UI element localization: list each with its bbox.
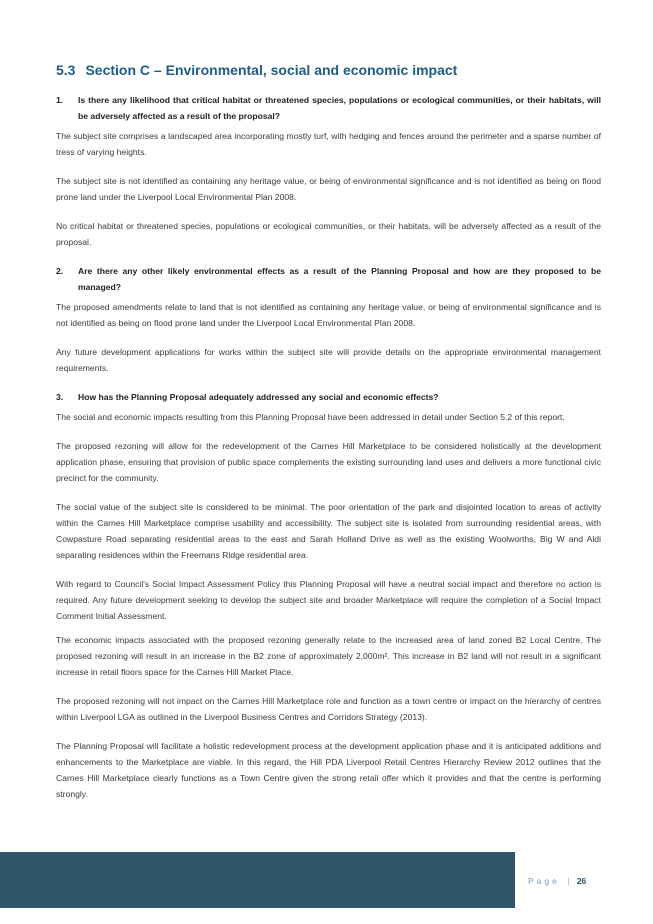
page-separator: |	[567, 876, 570, 886]
question-3	[56, 389, 601, 405]
paragraph: Any future development applications for works within the subject site will provide details on the appropriate environmental management requirements.	[56, 347, 601, 373]
document-body	[56, 62, 601, 815]
page-label: Page	[528, 876, 560, 886]
question-number: 2.	[56, 266, 64, 276]
section-title: Section C – Environmental, social and economic impact	[85, 62, 458, 78]
question-number: 3.	[56, 392, 64, 402]
page-number: 26	[576, 876, 587, 886]
section-heading	[56, 62, 601, 78]
paragraph: No critical habitat or threatened species, populations or ecological communities, or their habitats, will be adversely affected as a result of the proposal.	[56, 221, 601, 247]
paragraph: The subject site comprises a landscaped area incorporating mostly turf, with hedging and fences around the perimeter and a sparse number of tress of varying heights.	[56, 131, 601, 157]
question-2	[56, 263, 601, 295]
paragraph: The proposed rezoning will allow for the redevelopment of the Carnes Hill Marketplace to be considered holistically at the development application phase, ensuring that provision of public space complements the existing surrounding land uses and delivers a more functional civic precinct for the community.	[56, 441, 601, 483]
question-number: 1.	[56, 95, 64, 105]
paragraph: The social and economic impacts resulting from this Planning Proposal have been addressed in detail under Section 5.2 of this report.	[56, 412, 565, 422]
paragraph: The subject site is not identified as containing any heritage value, or being of environmental significance and is not identified as being on flood prone land under the Liverpool Local Environmental Plan 2008.	[56, 176, 601, 202]
section-number: 5.3	[56, 62, 76, 78]
page-number-label	[528, 876, 586, 886]
paragraph: The proposed rezoning will not impact on the Carnes Hill Marketplace role and function as a town centre or impact on the hierarchy of centres within Liverpool LGA as outlined in the Liverpool Business Centres and Corridors Strategy (2013).	[56, 696, 601, 722]
paragraph: The Planning Proposal will facilitate a holistic redevelopment process at the development application phase and it is anticipated additions and enhancements to the Marketplace are viable. In this regard, the Hill PDA Liverpool Retail Centres Hierarchy Review 2012 outlines that the Carnes Hill Marketplace clearly functions as a Town Centre given the strong retail offer which it provides and that the centre is performing strongly.	[56, 741, 601, 799]
paragraph: With regard to Council's Social Impact Assessment Policy this Planning Proposal will have a neutral social impact and therefore no action is required. Any future development seeking to develop the subject site and broader Marketplace will require the completion of a Social Impact Comment Initial Assessment.	[56, 579, 601, 621]
question-text: How has the Planning Proposal adequately addressed any social and economic effects?	[78, 392, 439, 402]
paragraph: The economic impacts associated with the proposed rezoning generally relate to the increased area of land zoned B2 Local Centre. The proposed rezoning will result in an increase in the B2 zone of approximately 2,000m². This increase in B2 land will not result in a significant increase in retail floors space for the Carnes Hill Market Place.	[56, 635, 601, 677]
question-text: Are there any other likely environmental effects as a result of the Planning Proposal and how are they proposed to be managed?	[78, 266, 601, 292]
question-1	[56, 92, 601, 124]
question-text: Is there any likelihood that critical habitat or threatened species, populations or ecological communities, or their habitats, will be adversely affected as a result of the proposal?	[78, 95, 601, 121]
paragraph: The proposed amendments relate to land that is not identified as containing any heritage value, or being of environmental significance and is not identified as being on flood prone land under the Liverpool Local Environmental Plan 2008.	[56, 302, 601, 328]
footer-bar	[0, 852, 515, 908]
paragraph: The social value of the subject site is considered to be minimal. The poor orientation of the park and disjointed location to areas of activity within the Carnes Hill Marketplace comprise usability and accessibility. The subject site is isolated from surrounding residential areas, with Cowpasture Road separating residential areas to the east and Sarah Holland Drive as well as the existing Woolworths, Big W and Aldi separating residences within the Freemans Ridge residential area.	[56, 502, 601, 560]
